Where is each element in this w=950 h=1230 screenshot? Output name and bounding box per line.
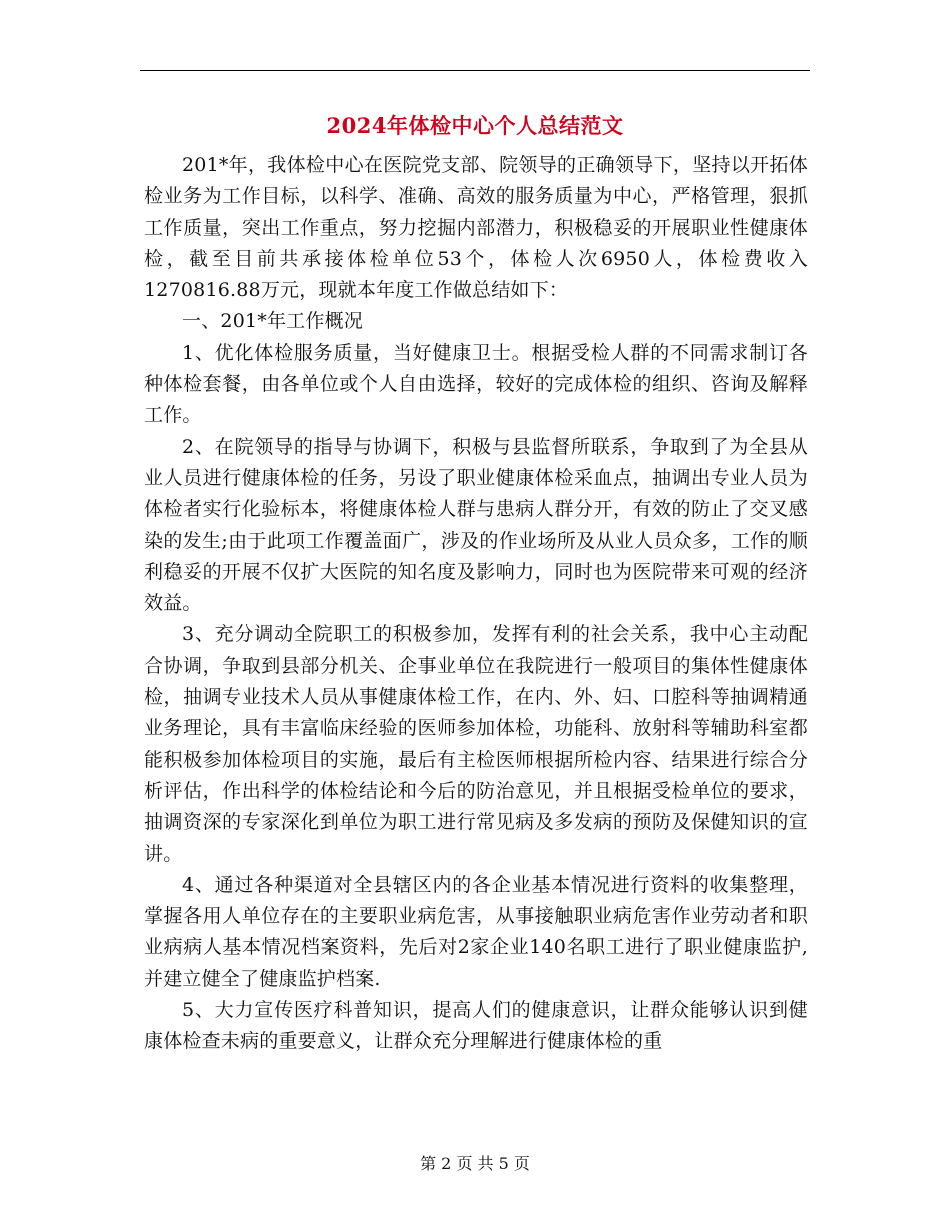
page-number: 第 2 页 共 5 页	[420, 1154, 530, 1173]
paragraph-item-1: 1、优化体检服务质量，当好健康卫士。根据受检人群的不同需求制订各种体检套餐，由各单位或个人自由选择，较好的完成体检的组织、咨询及解释工作。	[144, 341, 808, 427]
paragraph-item-2: 2、在院领导的指导与协调下，积极与县监督所联系，争取到了为全县从业人员进行健康体检的任务，另设了职业健康体检采血点，抽调出专业人员为体检者实行化验标本，将健康体检人群与患病人群分开，有效的防止了交叉感染的发生;由于此项工作覆盖面广，涉及的作业场所及从业人员众多，工作的顺利稳妥的开展不仅扩大医院的知名度及影响力，同时也为医院带来可观的经济效益。	[144, 435, 808, 615]
header-rule	[140, 70, 810, 71]
paragraph-item-3: 3、充分调动全院职工的积极参加，发挥有利的社会关系，我中心主动配合协调，争取到县部分机关、企事业单位在我院进行一般项目的集体性健康体检，抽调专业技术人员从事健康体检工作，在内、外、妇、口腔科等抽调精通业务理论，具有丰富临床经验的医师参加体检，功能科、放射科等辅助科室都能积极参加体检项目的实施，最后有主检医师根据所检内容、结果进行综合分析评估，作出科学的体检结论和今后的防治意见，并且根据受检单位的要求，抽调资深的专家深化到单位为职工进行常见病及多发病的预防及保健知识的宣讲。	[144, 623, 808, 865]
section-heading: 一、201*年工作概况	[182, 310, 363, 333]
paragraph-item-5: 5、大力宣传医疗科普知识，提高人们的健康意识，让群众能够认识到健康体检查未病的重要意义，让群众充分理解进行健康体检的重	[144, 999, 808, 1053]
paragraph-intro: 201*年，我体检中心在医院党支部、院领导的正确领导下，坚持以开拓体检业务为工作目标，以科学、准确、高效的服务质量为中心，严格管理，狠抓工作质量，突出工作重点，努力挖掘内部潜力，积极稳妥的开展职业性健康体检，截至目前共承接体检单位53个，体检人次6950人，体检费收入1270816.88万元，现就本年度工作做总结如下：	[144, 154, 808, 302]
paragraph-item-4: 4、通过各种渠道对全县辖区内的各企业基本情况进行资料的收集整理，掌握各用人单位存在的主要职业病危害，从事接触职业病危害作业劳动者和职业病病人基本情况档案资料，先后对2家企业140名职工进行了职业健康监护,并建立健全了健康监护档案.	[144, 873, 808, 990]
document-body	[144, 150, 808, 1058]
document-title: 2024年体检中心个人总结范文	[326, 113, 624, 138]
